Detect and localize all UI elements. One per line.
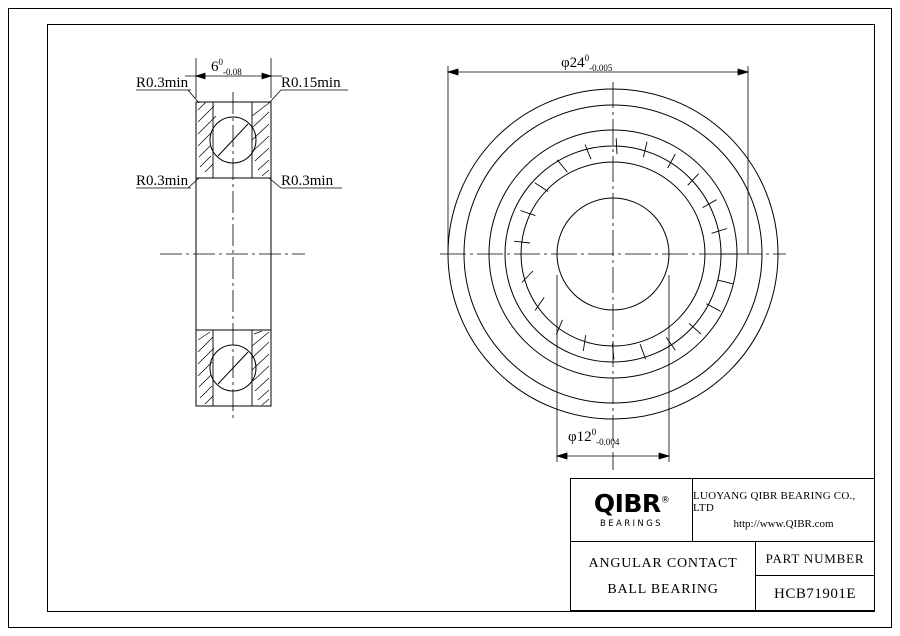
chamfer-note-top-right: R0.15min <box>281 75 341 91</box>
company-website[interactable]: http://www.QIBR.com <box>733 518 834 530</box>
section-ball-top <box>210 117 256 163</box>
chamfer-note-top-left: R0.3min <box>136 75 189 91</box>
part-number-section <box>756 542 874 612</box>
width-dimension-label: $6^0_{-0.08}$ <box>211 57 242 77</box>
company-logo <box>571 479 693 541</box>
outer-diameter-dimension <box>448 66 748 254</box>
outer-diameter-label: $\varphi 24^0_{-0.005}$ <box>561 53 613 73</box>
section-hatch-bottom-left <box>198 332 214 404</box>
chamfer-leader-top-left <box>188 90 199 103</box>
title-block-body <box>571 542 874 612</box>
product-description-line2: BALL BEARING <box>607 582 719 597</box>
logo-text: QIBR® <box>593 489 670 518</box>
product-description <box>571 542 756 612</box>
part-number-label: PART NUMBER <box>756 542 874 576</box>
chamfer-leader-bottom-left <box>188 178 199 188</box>
part-number-value: HCB71901E <box>773 585 856 602</box>
front-cage-pockets <box>514 138 737 359</box>
product-description-line1: ANGULAR CONTACT <box>588 556 738 571</box>
registered-trademark-icon: ® <box>660 495 670 506</box>
company-name: LUOYANG QIBR BEARING CO., LTD <box>693 490 856 514</box>
section-hatch-bottom-right <box>252 331 269 405</box>
section-hatch-top-right <box>252 102 269 176</box>
title-block-header <box>571 479 874 542</box>
company-info <box>693 479 874 541</box>
title-block <box>570 478 875 611</box>
chamfer-note-bottom-left: R0.3min <box>136 173 189 189</box>
logo-tagline: BEARINGS <box>600 519 663 529</box>
chamfer-note-bottom-right: R0.3min <box>281 173 334 189</box>
bore-diameter-label: $\varphi 12^0_{-0.004}$ <box>568 427 620 447</box>
